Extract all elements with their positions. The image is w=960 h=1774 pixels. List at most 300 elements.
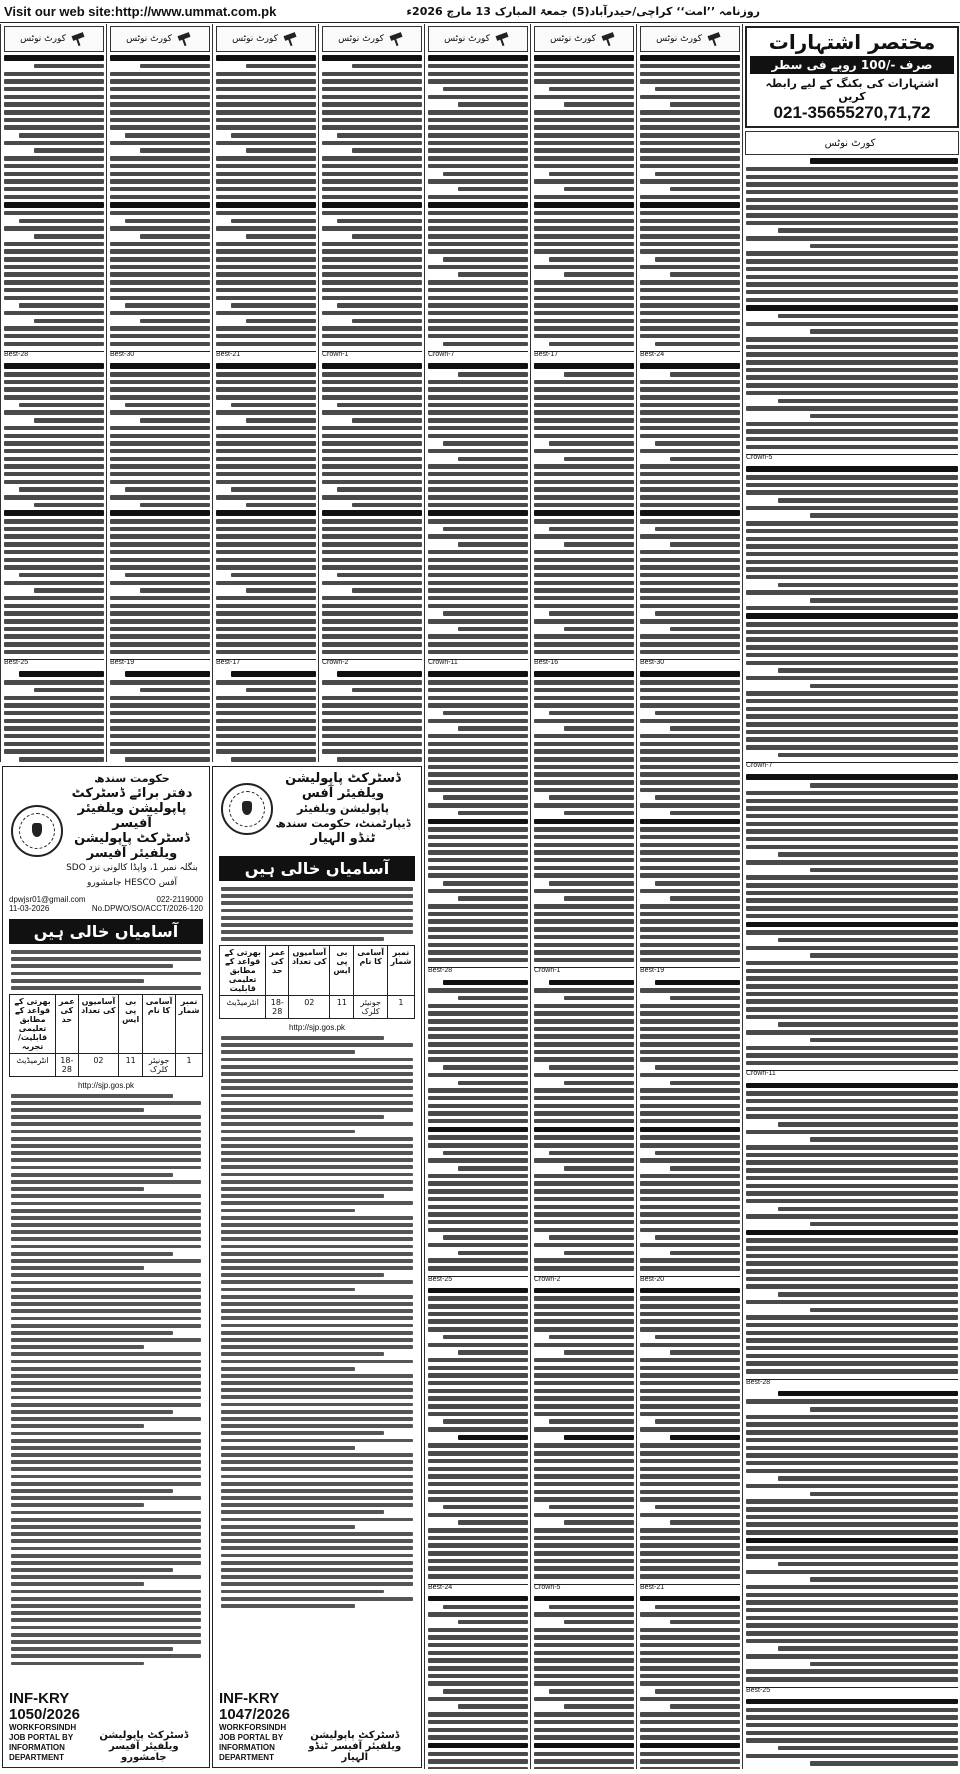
text-line — [534, 950, 634, 955]
text-line — [534, 1596, 634, 1602]
text-line — [640, 1135, 740, 1140]
text-line — [216, 619, 316, 624]
text-line — [655, 172, 740, 177]
text-line — [216, 426, 316, 431]
column-3 — [212, 24, 319, 762]
text-line — [216, 449, 316, 454]
text-line — [110, 534, 210, 539]
ad-dept: پاپولیشن ویلفیئر ڈیپارٹمنٹ، حکومت سندھ — [275, 802, 411, 830]
text-line — [655, 611, 740, 616]
text-line — [11, 1582, 144, 1586]
text-line — [458, 372, 528, 377]
text-line — [322, 495, 422, 500]
text-line — [4, 187, 104, 192]
text-line — [534, 858, 634, 863]
text-line — [322, 650, 422, 655]
ad-intro-text — [3, 950, 209, 990]
text-line — [428, 487, 528, 492]
text-line — [534, 534, 634, 539]
ad-intro-text — [213, 887, 421, 941]
text-line — [322, 457, 422, 462]
text-line — [746, 707, 958, 712]
text-line — [640, 919, 740, 924]
text-line — [11, 1618, 201, 1622]
text-line — [11, 1633, 201, 1637]
text-line — [640, 495, 740, 500]
text-line — [428, 519, 528, 524]
text-line — [4, 363, 104, 369]
text-line — [746, 1230, 958, 1236]
text-line — [640, 1042, 740, 1047]
text-line — [640, 950, 740, 955]
ad-portal-link[interactable]: http://sjp.gos.pk — [77, 1080, 135, 1090]
text-line — [322, 125, 422, 130]
text-line — [746, 822, 958, 827]
text-line — [534, 757, 634, 762]
text-line — [4, 611, 104, 616]
text-line — [428, 1135, 528, 1140]
text-line — [11, 1511, 201, 1515]
text-line — [4, 642, 104, 647]
ad-portal-link[interactable]: http://sjp.gos.pk — [288, 1023, 346, 1033]
notice-code: Best-24 — [640, 351, 665, 359]
notice-separator — [640, 1584, 740, 1593]
text-line — [534, 288, 634, 293]
text-line — [11, 1410, 173, 1414]
text-line — [640, 604, 740, 609]
text-line — [746, 622, 958, 627]
text-line — [216, 387, 316, 392]
text-line — [428, 1752, 528, 1757]
text-line — [534, 1651, 634, 1656]
text-line — [221, 1209, 355, 1213]
text-line — [640, 803, 740, 808]
ad-office: ڈسٹرکٹ پاپولیشن ویلفیئر آفس — [285, 771, 401, 801]
text-line — [4, 395, 104, 400]
text-line — [19, 133, 104, 138]
text-line — [428, 1528, 528, 1533]
text-line — [352, 688, 422, 693]
text-line — [110, 464, 210, 469]
text-line — [534, 179, 634, 184]
text-line — [110, 195, 210, 200]
text-line — [428, 1735, 528, 1740]
text-line — [322, 519, 422, 524]
text-line — [221, 1338, 413, 1342]
text-line — [443, 980, 528, 986]
text-line — [221, 1216, 413, 1220]
text-line — [564, 996, 634, 1001]
text-line — [221, 1431, 384, 1435]
text-line — [125, 757, 210, 762]
text-line — [4, 72, 104, 77]
text-line — [140, 148, 210, 153]
text-line — [221, 1036, 384, 1040]
text-line — [564, 272, 634, 277]
text-line — [216, 363, 316, 369]
text-line — [221, 1345, 413, 1349]
text-line — [216, 696, 316, 701]
text-line — [640, 141, 740, 146]
text-line — [110, 372, 210, 377]
text-line — [4, 257, 104, 262]
text-line — [34, 503, 104, 508]
text-line — [110, 550, 210, 555]
text-line — [640, 519, 740, 524]
text-line — [458, 1350, 528, 1355]
text-line — [640, 72, 740, 77]
text-line — [640, 1220, 740, 1225]
text-line — [534, 1735, 634, 1740]
notice-separator — [110, 659, 210, 668]
text-line — [670, 1520, 740, 1525]
text-line — [4, 372, 104, 377]
text-line — [221, 1590, 384, 1594]
text-line — [640, 1528, 740, 1533]
notice-separator — [428, 351, 528, 360]
text-line — [564, 811, 634, 816]
text-line — [746, 345, 958, 350]
notice-code: Crown-5 — [534, 1583, 561, 1591]
text-line — [534, 719, 634, 724]
text-line — [4, 311, 104, 316]
text-line — [231, 219, 316, 224]
text-line — [534, 449, 634, 454]
text-line — [19, 671, 104, 677]
text-line — [746, 1184, 958, 1189]
text-line — [534, 1759, 634, 1764]
text-line — [655, 980, 740, 986]
text-line — [216, 296, 316, 301]
text-line — [670, 627, 740, 632]
text-line — [746, 1107, 958, 1112]
text-line — [428, 319, 528, 324]
text-line — [534, 634, 634, 639]
text-line — [640, 935, 740, 940]
text-line — [428, 1228, 528, 1233]
text-line — [534, 1343, 634, 1348]
text-line — [640, 303, 740, 308]
text-line — [221, 1324, 413, 1328]
text-line — [221, 1439, 413, 1443]
text-line — [11, 1467, 201, 1471]
text-line — [110, 749, 210, 754]
text-line — [110, 187, 210, 192]
notice-code: Crown-7 — [746, 762, 773, 770]
text-line — [428, 1536, 528, 1541]
text-line — [11, 1388, 201, 1392]
notice-code: Best-28 — [746, 1378, 771, 1386]
text-line — [640, 55, 740, 61]
text-line — [534, 1612, 634, 1617]
text-line — [443, 342, 528, 347]
text-line — [640, 1319, 740, 1324]
text-line — [216, 434, 316, 439]
text-line — [216, 395, 316, 400]
text-line — [110, 79, 210, 84]
text-line — [221, 1316, 413, 1320]
text-line — [746, 1030, 958, 1035]
text-line — [746, 383, 958, 388]
table-row: 1 جونیئر کلرک 11 02 18-28 انٹرمیڈیٹ — [10, 1053, 203, 1076]
text-line — [655, 881, 740, 886]
text-line — [810, 953, 958, 958]
text-line — [640, 1296, 740, 1301]
text-line — [11, 1144, 201, 1148]
text-line — [428, 1574, 528, 1579]
text-line — [428, 1304, 528, 1309]
text-line — [534, 265, 634, 270]
text-line — [534, 1427, 634, 1432]
text-line — [11, 1338, 201, 1342]
text-line — [428, 1513, 528, 1518]
text-line — [534, 118, 634, 123]
text-line — [443, 1235, 528, 1240]
text-line — [125, 671, 210, 677]
court-notice-text — [110, 55, 210, 762]
text-line — [640, 334, 740, 339]
column-header: کورٹ نوٹس — [428, 26, 528, 52]
text-line — [640, 1643, 740, 1648]
text-line — [778, 314, 958, 319]
text-line — [11, 1475, 201, 1479]
notice-code: Best-17 — [534, 351, 559, 359]
text-line — [640, 125, 740, 130]
text-line — [4, 726, 104, 731]
text-line — [778, 938, 958, 943]
text-line — [221, 1158, 413, 1162]
text-line — [110, 179, 210, 184]
text-line — [428, 1712, 528, 1717]
text-line — [640, 581, 740, 586]
text-line — [640, 79, 740, 84]
text-line — [458, 1520, 528, 1525]
text-line — [640, 1459, 740, 1464]
text-line — [221, 1201, 413, 1205]
text-line — [246, 319, 316, 324]
text-line — [216, 703, 316, 708]
text-line — [140, 64, 210, 69]
text-line — [4, 102, 104, 107]
text-line — [534, 1720, 634, 1725]
text-line — [216, 480, 316, 485]
text-line — [322, 742, 422, 747]
text-line — [640, 164, 740, 169]
text-line — [549, 980, 634, 986]
text-line — [640, 311, 740, 316]
text-line — [428, 1027, 528, 1032]
text-line — [534, 1635, 634, 1640]
text-line — [534, 472, 634, 477]
text-line — [746, 976, 958, 981]
text-line — [534, 464, 634, 469]
text-line — [746, 1515, 958, 1520]
text-line — [534, 927, 634, 932]
notice-separator — [428, 659, 528, 668]
court-notice-text — [322, 55, 422, 762]
notice-columns — [0, 24, 960, 1774]
text-line — [746, 791, 958, 796]
text-line — [778, 1562, 958, 1567]
text-line — [746, 1723, 958, 1728]
text-line — [534, 650, 634, 655]
text-line — [458, 726, 528, 731]
vacancy-table — [9, 994, 203, 1077]
text-line — [216, 542, 316, 547]
text-line — [534, 1111, 634, 1116]
text-line — [534, 835, 634, 840]
text-line — [4, 457, 104, 462]
text-line — [4, 156, 104, 161]
text-line — [322, 550, 422, 555]
text-line — [428, 125, 528, 130]
text-line — [746, 676, 958, 681]
vacancies-banner: آسامیاں خالی ہیں — [9, 919, 203, 944]
text-line — [655, 1065, 740, 1070]
text-line — [11, 1460, 201, 1464]
text-line — [640, 1674, 740, 1679]
text-line — [746, 630, 958, 635]
text-line — [322, 95, 422, 100]
text-line — [640, 1366, 740, 1371]
text-line — [11, 1496, 201, 1500]
text-line — [11, 957, 201, 961]
text-line — [322, 79, 422, 84]
text-line — [640, 202, 740, 208]
text-line — [746, 1570, 958, 1575]
text-line — [640, 1358, 740, 1363]
text-line — [110, 334, 210, 339]
text-line — [428, 573, 528, 578]
text-line — [428, 1243, 528, 1248]
text-line — [534, 988, 634, 993]
text-line — [746, 898, 958, 903]
text-line — [11, 1396, 201, 1400]
text-line — [221, 1094, 413, 1098]
text-line — [246, 418, 316, 423]
text-line — [534, 242, 634, 247]
text-line — [534, 749, 634, 754]
text-line — [746, 1738, 958, 1743]
text-line — [110, 449, 210, 454]
text-line — [534, 434, 634, 439]
text-line — [640, 1004, 740, 1009]
text-line — [4, 480, 104, 485]
text-line — [428, 226, 528, 231]
text-line — [746, 845, 958, 850]
text-line — [640, 195, 740, 200]
text-line — [534, 1628, 634, 1633]
text-line — [534, 156, 634, 161]
text-line — [34, 418, 104, 423]
text-line — [428, 280, 528, 285]
text-line — [428, 1628, 528, 1633]
text-line — [746, 466, 958, 472]
text-line — [216, 172, 316, 177]
text-line — [4, 387, 104, 392]
text-line — [640, 418, 740, 423]
text-line — [322, 372, 422, 377]
text-line — [534, 387, 634, 392]
ad-terms-text — [213, 1036, 421, 1608]
text-line — [322, 242, 422, 247]
text-line — [110, 380, 210, 385]
website-link[interactable]: Visit our web site:http://www.ummat.com.pk — [4, 3, 277, 19]
text-line — [534, 671, 634, 677]
notice-separator — [534, 967, 634, 976]
text-line — [428, 1358, 528, 1363]
text-line — [322, 164, 422, 169]
text-line — [534, 503, 634, 508]
notice-code: Crown-2 — [534, 1275, 561, 1283]
text-line — [640, 912, 740, 917]
text-line — [221, 1496, 413, 1500]
notice-code: Best-30 — [110, 351, 135, 359]
text-line — [4, 342, 104, 347]
text-line — [110, 719, 210, 724]
text-line — [428, 873, 528, 878]
text-line — [640, 288, 740, 293]
text-line — [746, 984, 958, 989]
text-line — [640, 596, 740, 601]
govt-ad-jamshoro — [2, 766, 210, 1768]
text-line — [746, 1284, 958, 1289]
text-line — [221, 1101, 413, 1105]
text-line — [640, 1158, 740, 1163]
text-line — [640, 1728, 740, 1733]
text-line — [640, 226, 740, 231]
text-line — [428, 426, 528, 431]
text-line — [4, 164, 104, 169]
text-line — [322, 102, 422, 107]
ad-phone: 022-2119000 — [156, 895, 203, 904]
text-line — [322, 604, 422, 609]
text-line — [549, 441, 634, 446]
notice-code: Best-25 — [746, 1686, 771, 1694]
text-line — [458, 1166, 528, 1171]
text-line — [534, 202, 634, 208]
text-line — [428, 395, 528, 400]
text-line — [534, 1296, 634, 1301]
text-line — [534, 1459, 634, 1464]
text-line — [778, 583, 958, 588]
text-line — [221, 1122, 413, 1126]
text-line — [322, 363, 422, 369]
text-line — [34, 64, 104, 69]
text-line — [221, 909, 413, 913]
text-line — [746, 906, 958, 911]
notice-separator — [534, 1276, 634, 1285]
text-line — [428, 1205, 528, 1210]
text-line — [221, 1424, 413, 1428]
text-line — [216, 102, 316, 107]
text-line — [443, 172, 528, 177]
text-line — [428, 1197, 528, 1202]
text-line — [443, 611, 528, 616]
job-portal-label: JOB PORTAL BY — [9, 1733, 74, 1742]
text-line — [640, 696, 740, 701]
text-line — [534, 1135, 634, 1140]
text-line — [428, 619, 528, 624]
text-line — [810, 598, 958, 603]
ad-email[interactable]: dpwjsr01@gmail.com — [9, 895, 86, 904]
text-line — [428, 912, 528, 917]
text-line — [640, 1258, 740, 1263]
text-line — [746, 1453, 958, 1458]
text-line — [640, 133, 740, 138]
text-line — [428, 1212, 528, 1217]
court-notice-text — [4, 55, 104, 762]
